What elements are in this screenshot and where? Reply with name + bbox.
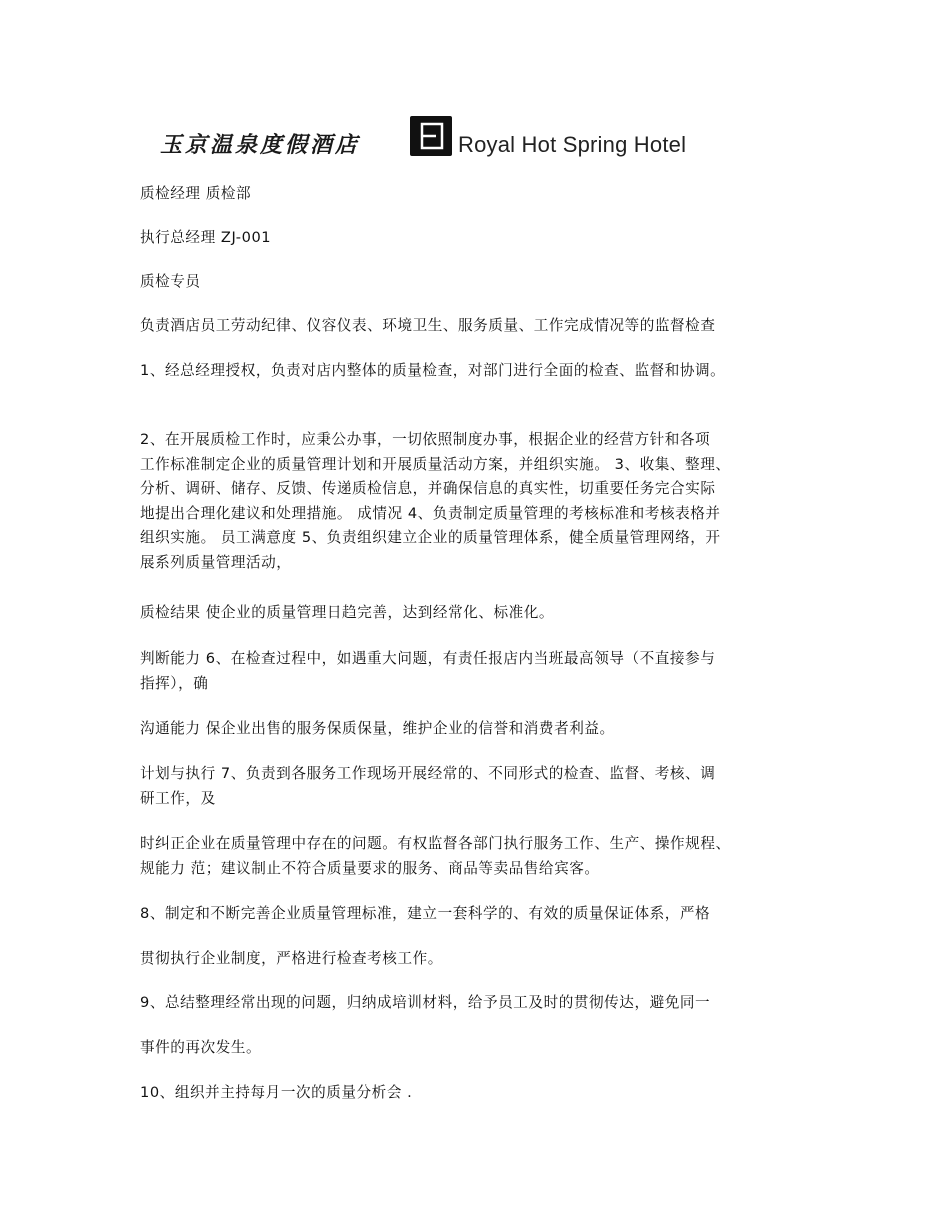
doc-paragraph-line: 2、在开展质检工作时，应秉公办事，一切依照制度办事，根据企业的经营方针和各项 xyxy=(140,431,711,448)
doc-paragraph-line: 工作标准制定企业的质量管理计划和开展质量活动方案，并组织实施。 3、收集、整理、 xyxy=(140,455,731,473)
doc-paragraph-line: 判断能力 6、在检查过程中，如遇重大问题，有责任报店内当班最高领导（不直接参与 xyxy=(140,650,716,667)
doc-paragraph-line: 组织实施。 员工满意度 5、负责组织建立企业的质量管理体系，健全质量管理网络，开 xyxy=(140,529,721,546)
svg-text:E: E xyxy=(430,143,432,144)
logo-mark-icon xyxy=(410,116,452,156)
doc-line-summary: 负责酒店员工劳动纪律、仪容仪表、环境卫生、服务质量、工作完成情况等的监督检查 xyxy=(140,317,716,334)
doc-item-9-continued: 事件的再次发生。 xyxy=(140,1039,262,1056)
logo-english-name: Royal Hot Spring Hotel xyxy=(458,132,687,157)
doc-item-7-continued xyxy=(140,832,812,881)
doc-paragraph-line: 计划与执行 7、负责到各服务工作现场开展经常的、不同形式的检查、监督、考核、调 xyxy=(140,765,716,782)
doc-paragraph-line: 时纠正企业在质量管理中存在的问题。有权监督各部门执行服务工作、生产、操作规程、 xyxy=(140,835,731,852)
doc-item-8: 8、制定和不断完善企业质量管理标准，建立一套科学的、有效的质量保证体系，严格 xyxy=(140,905,711,922)
doc-line-position-title: 质检经理 质检部 xyxy=(140,185,252,202)
doc-paragraph-line: 地提出合理化建议和处理措施。 成情况 4、负责制定质量管理的考核标准和考核表格并 xyxy=(140,504,721,522)
logo-chinese-name: 玉京温泉度假酒店 xyxy=(160,132,361,158)
doc-line-communication: 沟通能力 保企业出售的服务保质保量，维护企业的信誉和消费者利益。 xyxy=(140,720,615,737)
doc-line-subordinate: 质检专员 xyxy=(140,273,201,290)
doc-item-8-continued: 贯彻执行企业制度，严格进行检查考核工作。 xyxy=(140,950,443,967)
doc-paragraph-line: 规能力 范；建议制止不符合质量要求的服务、商品等卖品售给宾客。 xyxy=(140,859,600,877)
doc-paragraph-line: 指挥），确 xyxy=(140,674,209,692)
doc-item-9: 9、总结整理经常出现的问题，归纳成培训材料，给予员工及时的贯彻传达，避免同一 xyxy=(140,994,711,1011)
doc-item-6 xyxy=(140,647,812,696)
doc-item-1: 1、经总经理授权，负责对店内整体的质量检查，对部门进行全面的检查、监督和协调。 xyxy=(140,362,726,379)
doc-paragraph-line: 展系列质量管理活动， xyxy=(140,553,292,571)
doc-paragraph-items-2-5 xyxy=(140,428,812,575)
doc-line-supervisor: 执行总经理 ZJ-001 xyxy=(140,229,272,246)
doc-paragraph-line: 研工作，及 xyxy=(140,789,216,807)
doc-paragraph-line: 分析、调研、储存、反馈、传递质检信息，并确保信息的真实性，切重要任务完合实际 xyxy=(140,480,716,497)
hotel-logo xyxy=(160,116,687,160)
doc-item-10: 10、组织并主持每月一次的质量分析会 . xyxy=(140,1084,413,1101)
doc-item-7 xyxy=(140,762,812,811)
doc-line-quality-result: 质检结果 使企业的质量管理日趋完善，达到经常化、标准化。 xyxy=(140,604,555,621)
